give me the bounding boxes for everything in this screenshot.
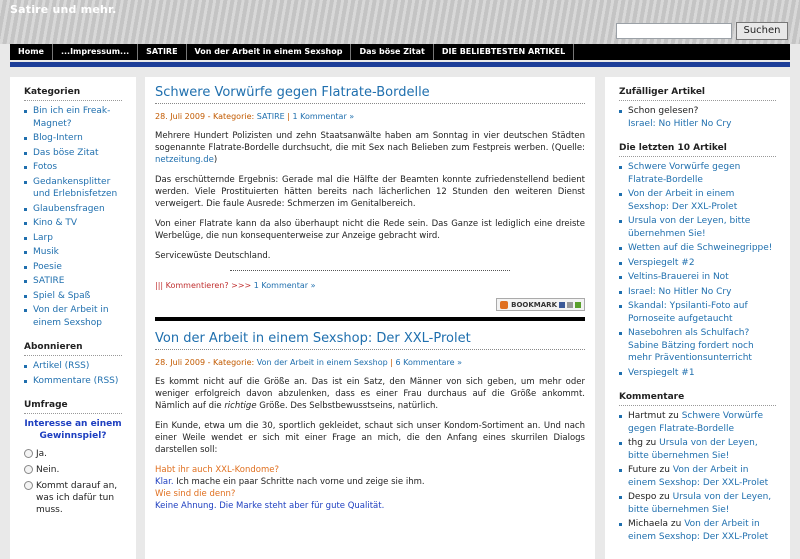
poll-option xyxy=(24,464,122,476)
post-category-link[interactable]: Von der Arbeit in einem Sexshop xyxy=(256,358,388,367)
random-article-title: Zufälliger Artikel xyxy=(619,87,776,101)
comment-post-link[interactable]: Von der Arbeit in einem Sexshop: Der XXL-Prolet xyxy=(628,519,769,542)
latest-article-item xyxy=(619,242,776,255)
category-item xyxy=(24,176,122,201)
recent-comment-item: Future zu Von der Arbeit in einem Sexshop: Der XXL-Prolet xyxy=(619,464,776,489)
bullet-icon xyxy=(619,469,622,472)
bullet-icon xyxy=(24,181,27,184)
post-meta: 28. Juli 2009 - Kategorie: Von der Arbeit in einem Sexshop | 6 Kommentare » xyxy=(155,358,462,367)
rss-comments-link[interactable]: Kommentare (RSS) xyxy=(33,375,119,386)
bullet-icon xyxy=(619,332,622,335)
comment-post-link[interactable]: Von der Arbeit in einem Sexshop: Der XXL-Prolet xyxy=(628,465,769,488)
latest-article-link[interactable]: Skandal: Ypsilanti-Foto auf Pornoseite aufgetaucht xyxy=(628,301,748,324)
recent-comment-item: Michaela zu Von der Arbeit in einem Sexshop: Der XXL-Prolet xyxy=(619,518,776,543)
poll-option xyxy=(24,480,122,516)
comments-widget xyxy=(619,392,776,543)
latest-article-link[interactable]: Verspiegelt #1 xyxy=(628,367,695,378)
comment-post-link[interactable]: Ursula von der Leyen, bitte übernehmen Sie! xyxy=(628,492,772,515)
recent-comment-item: Hartmut zu Schwere Vorwürfe gegen Flatrate-Bordelle xyxy=(619,410,776,435)
post-body: Es kommt nicht auf die Größe an. Das ist ein Satz, den Männer von sich geben, um mehr oder weniger erfolgreich davon abzulenken, dass es einer Frau durchaus auf die Größe ankommt. Nämlich auf die richtige Größe. Des Selbstbewusstseins, natürlich. Ein Kunde, etwa um die 30, sportlich gekleidet, schaut sich unser Kondom-Sortiment an. Und nach einer Weile wendet er sich mit einer Frage an mich, die den Anfang eines skurrilen Dialogs darstellen soll: Habt ihr auch XXL-Kondome? Klar. Ich mache ein paar Schritte nach vorne und zeige sie ihm. Wie sind die denn? Keine Ahnung. Die Marke steht aber für gute Qualität. xyxy=(155,377,585,511)
poll-radio-yes[interactable] xyxy=(24,449,33,458)
latest-article-item xyxy=(619,161,776,186)
bullet-icon xyxy=(619,442,622,445)
search-button[interactable]: Suchen xyxy=(736,22,788,40)
post xyxy=(155,331,585,512)
comment-post-link[interactable]: Schwere Vorwürfe gegen Flatrate-Bordelle xyxy=(628,411,764,434)
bullet-icon xyxy=(619,220,622,223)
latest-article-link[interactable]: Veltins-Brauerei in Not xyxy=(628,272,729,282)
subscribe-item xyxy=(24,375,122,388)
dialog-line: Habt ihr auch XXL-Kondome? xyxy=(155,465,279,475)
main-content xyxy=(145,77,595,559)
poll-option-label: Ja. xyxy=(36,449,48,459)
bullet-icon xyxy=(619,166,622,169)
post-meta: 28. Juli 2009 - Kategorie: SATIRE | 1 Kommentar » xyxy=(155,112,355,121)
bullet-icon xyxy=(619,291,622,294)
left-sidebar xyxy=(10,77,136,559)
comment-post-link[interactable]: Ursula von der Leyen, bitte übernehmen Sie! xyxy=(628,438,758,461)
category-item xyxy=(24,290,122,303)
latest-article-link[interactable]: Nasebohren als Schulfach? Sabine Bätzing fordert noch mehr Präventionsunterricht xyxy=(628,328,754,363)
site-tagline: Satire und mehr. xyxy=(10,3,117,16)
latest-articles-widget xyxy=(619,143,776,379)
post-title-link[interactable]: Von der Arbeit in einem Sexshop: Der XXL-Prolet xyxy=(155,331,471,346)
bullet-icon xyxy=(619,276,622,279)
latest-article-item xyxy=(619,286,776,299)
search-input[interactable] xyxy=(616,23,732,39)
social-icon xyxy=(559,302,565,308)
bullet-icon xyxy=(24,237,27,240)
poll-option-label: Kommt darauf an, was ich dafür tun muss. xyxy=(36,481,118,515)
bullet-icon xyxy=(619,193,622,196)
bullet-icon xyxy=(24,280,27,283)
category-link[interactable]: Spiel & Spaß xyxy=(33,290,91,301)
bullet-icon xyxy=(619,523,622,526)
recent-comment-item: thg zu Ursula von der Leyen, bitte übernehmen Sie! xyxy=(619,437,776,462)
bookmark-icon xyxy=(500,301,508,309)
dialog-line: Klar. Ich mache ein paar Schritte nach vorne und zeige sie ihm. xyxy=(155,477,425,487)
bullet-icon xyxy=(24,166,27,169)
nav-satire[interactable]: SATIRE xyxy=(138,44,186,60)
comment-author: Hartmut xyxy=(628,411,666,421)
nav-sexshop[interactable]: Von der Arbeit in einem Sexshop xyxy=(187,44,352,60)
category-item xyxy=(24,105,122,130)
post-category-link[interactable]: SATIRE xyxy=(256,112,285,121)
bookmark-button[interactable]: BOOKMARK xyxy=(496,298,585,311)
subscribe-title: Abonnieren xyxy=(24,342,122,356)
random-article-widget xyxy=(619,87,776,130)
category-item xyxy=(24,203,122,216)
dotted-divider xyxy=(230,270,510,271)
bullet-icon xyxy=(619,305,622,308)
recent-comment-item: Despo zu Ursula von der Leyen, bitte übernehmen Sie! xyxy=(619,491,776,516)
category-link[interactable]: SATIRE xyxy=(33,276,65,286)
poll-option xyxy=(24,448,122,460)
subscribe-widget xyxy=(24,342,122,387)
accent-bar xyxy=(10,62,790,67)
bullet-icon xyxy=(24,266,27,269)
category-link[interactable]: Larp xyxy=(33,232,53,243)
categories-title: Kategorien xyxy=(24,87,122,101)
nav-impressum[interactable]: ...Impressum... xyxy=(53,44,138,60)
category-link[interactable]: Von der Arbeit in einem Sexshop xyxy=(33,305,109,328)
latest-articles-title: Die letzten 10 Artikel xyxy=(619,143,776,157)
category-item xyxy=(24,261,122,274)
post-title-link[interactable]: Schwere Vorwürfe gegen Flatrate-Bordelle xyxy=(155,85,430,100)
comment-author: Future xyxy=(628,465,657,475)
category-item xyxy=(24,161,122,174)
random-article-link[interactable]: Israel: No Hitler No Cry xyxy=(628,118,732,129)
category-item xyxy=(24,275,122,288)
bullet-icon xyxy=(24,309,27,312)
latest-article-item xyxy=(619,257,776,270)
bullet-icon xyxy=(24,208,27,211)
comment-author: Despo xyxy=(628,492,657,502)
nav-zitat[interactable]: Das böse Zitat xyxy=(351,44,433,60)
categories-widget xyxy=(24,87,122,329)
latest-article-item xyxy=(619,367,776,380)
comments-title: Kommentare xyxy=(619,392,776,406)
bullet-icon xyxy=(24,152,27,155)
nav-popular[interactable]: DIE BELIEBTESTEN ARTIKEL xyxy=(434,44,574,60)
post-category-label: Kategorie: xyxy=(213,358,255,367)
bullet-icon xyxy=(24,380,27,383)
category-link[interactable]: Gedankensplitter und Erlebnisfetzen xyxy=(33,176,118,199)
category-link[interactable]: Poesie xyxy=(33,261,62,272)
source-link[interactable]: netzeitung.de xyxy=(155,155,214,165)
latest-article-item xyxy=(619,300,776,325)
latest-article-link[interactable]: Ursula von der Leyen, bitte übernehmen Sie! xyxy=(628,216,751,239)
latest-article-link[interactable]: Israel: No Hitler No Cry xyxy=(628,286,732,297)
comments-line: ||| Kommentieren? >>> 1 Kommentar » xyxy=(155,281,316,290)
post-comment-count-link[interactable]: 1 Kommentar » xyxy=(292,112,355,121)
right-sidebar xyxy=(605,77,790,559)
category-item xyxy=(24,232,122,245)
category-link[interactable]: Bin ich ein Freak-Magnet? xyxy=(33,106,111,129)
subscribe-item xyxy=(24,360,122,373)
dialog-line: Wie sind die denn? xyxy=(155,489,236,499)
category-item xyxy=(24,132,122,145)
category-item xyxy=(24,217,122,230)
bullet-icon xyxy=(24,251,27,254)
main-nav xyxy=(10,44,790,60)
category-link[interactable]: Musik xyxy=(33,247,59,257)
post-category-label: Kategorie: xyxy=(213,112,255,121)
poll-option-label: Nein. xyxy=(36,465,60,475)
latest-article-link[interactable]: Von der Arbeit in einem Sexshop: Der XXL-Prolet xyxy=(628,189,738,212)
comment-link[interactable]: 1 Kommentar » xyxy=(253,281,316,290)
category-item xyxy=(24,304,122,329)
comment-author: thg xyxy=(628,438,643,448)
latest-article-item xyxy=(619,188,776,213)
post xyxy=(155,85,585,311)
bullet-icon xyxy=(24,295,27,298)
bullet-icon xyxy=(619,415,622,418)
bullet-icon xyxy=(24,222,27,225)
poll-radio-no[interactable] xyxy=(24,465,33,474)
latest-article-link[interactable]: Schwere Vorwürfe gegen Flatrate-Bordelle xyxy=(628,162,741,185)
post-separator xyxy=(155,317,585,321)
bullet-icon xyxy=(619,496,622,499)
poll-widget xyxy=(24,400,122,516)
category-link[interactable]: Blog-Intern xyxy=(33,133,83,143)
latest-article-item xyxy=(619,271,776,284)
latest-article-item xyxy=(619,215,776,240)
rss-articles-link[interactable]: Artikel (RSS) xyxy=(33,361,90,371)
category-link[interactable]: Kino & TV xyxy=(33,218,78,228)
post-date: 28. Juli 2009 xyxy=(155,112,206,121)
bullet-icon xyxy=(619,372,622,375)
nav-home[interactable]: Home xyxy=(10,44,53,60)
poll-question: Interesse an einem Gewinnspiel? xyxy=(24,419,122,441)
bullet-icon xyxy=(24,365,27,368)
bullet-icon xyxy=(24,110,27,113)
site-header xyxy=(0,0,800,44)
post-date: 28. Juli 2009 xyxy=(155,358,206,367)
category-link[interactable]: Glaubensfragen xyxy=(33,203,105,214)
latest-article-item xyxy=(619,327,776,365)
bullet-icon xyxy=(619,110,622,113)
bullet-icon xyxy=(619,247,622,250)
category-link[interactable]: Das böse Zitat xyxy=(33,147,99,158)
social-icon xyxy=(567,302,573,308)
latest-article-link[interactable]: Verspiegelt #2 xyxy=(628,257,695,268)
post-comment-count-link[interactable]: 6 Kommentare » xyxy=(395,358,462,367)
dialog-line: Keine Ahnung. Die Marke steht aber für gute Qualität. xyxy=(155,501,385,511)
bullet-icon xyxy=(24,137,27,140)
post-body: Mehrere Hundert Polizisten und zehn Staatsanwälte haben am Sonntag in vier deutschen Städten sogenannte Flatrate-Bordelle durchsucht, die mit Sex nach Belieben zum Festpreis werben. (Quelle: netzeitung.de) Das erschütternde Ergebnis: Gerade mal die Hälfte der Beamten konnte zufriedenstellend bedient werden. Viele Prostituierten hätten bereits nach lächerlichen 12 Stunden den weiteren Dienst verweigert. Die faule Ausrede: Schmerzen im Genitalbereich. Von einer Flatrate kann da also überhaupt nicht die Rede sein. Das Ganze ist lediglich eine dreiste Werbelüge, die nun konsequenterweise zur Anzeige gebracht wird. Servicewüste Deutschland. xyxy=(155,131,585,261)
category-item xyxy=(24,246,122,259)
random-article-item: Schon gelesen? Israel: No Hitler No Cry xyxy=(619,105,776,130)
category-link[interactable]: Fotos xyxy=(33,162,58,172)
social-icon xyxy=(575,302,581,308)
category-item xyxy=(24,147,122,160)
poll-radio-depends[interactable] xyxy=(24,481,33,490)
comment-author: Michaela xyxy=(628,519,668,529)
latest-article-link[interactable]: Wetten auf die Schweinegrippe! xyxy=(628,243,773,253)
poll-title: Umfrage xyxy=(24,400,122,414)
bullet-icon xyxy=(619,262,622,265)
